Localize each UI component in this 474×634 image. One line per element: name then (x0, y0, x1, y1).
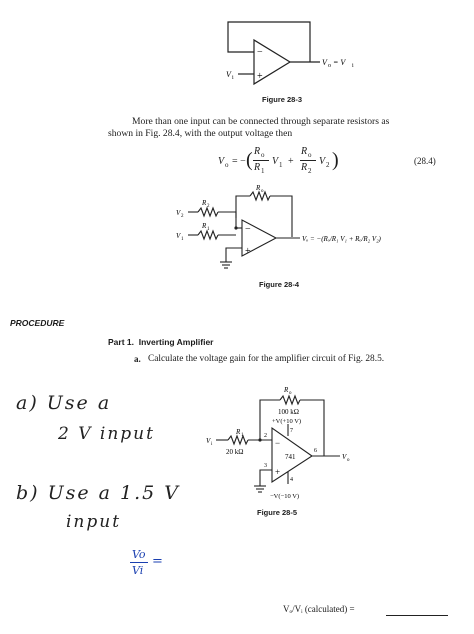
ro-value: 100 kΩ (278, 408, 299, 416)
svg-text:+: + (257, 71, 263, 82)
fig3-output-label: V (322, 58, 327, 67)
intro-paragraph-line-2: shown in Fig. 28.4, with the output voltage then (108, 128, 293, 139)
figure-28-5-caption: Figure 28-5 (257, 508, 298, 517)
intro-paragraph-line-1: More than one input can be connected through separate resistors as (132, 116, 390, 127)
svg-text:1: 1 (181, 237, 184, 242)
svg-text:7: 7 (290, 428, 293, 434)
svg-text:V: V (176, 232, 181, 240)
figure-28-4-diagram (170, 182, 400, 274)
svg-text:1: 1 (207, 227, 210, 232)
answer-label: Vₒ/Vᵢ (calculated) = (283, 604, 355, 614)
svg-text:i: i (211, 442, 213, 447)
svg-text:1: 1 (241, 433, 244, 438)
svg-text:R: R (202, 222, 207, 230)
svg-text:= V: = V (333, 58, 346, 67)
svg-text:o: o (289, 391, 292, 396)
figure-28-3-diagram (200, 14, 400, 92)
handwritten-b-line-1: b) Use a 1.5 V (16, 482, 181, 504)
svg-text:R: R (202, 199, 207, 207)
svg-text:i: i (352, 63, 354, 69)
svg-text:i: i (232, 75, 234, 81)
svg-text:6: 6 (314, 448, 317, 454)
item-a-label: a. (134, 354, 141, 364)
item-a-text: Calculate the voltage gain for the amplifier circuit of Fig. 28.5. (148, 354, 385, 364)
handwritten-a-line-1: a) Use a (16, 392, 112, 414)
handwritten-a-line-2: 2 V input (58, 424, 155, 444)
handwritten-ratio: Vo Vi = (132, 548, 163, 577)
figure-28-5-diagram (200, 386, 360, 502)
answer-blank[interactable] (386, 615, 448, 616)
handwritten-b-line-2: input (66, 512, 122, 532)
figure-28-3-caption: Figure 28-3 (262, 95, 303, 104)
svg-text:o: o (347, 458, 350, 463)
svg-text:−: − (245, 224, 251, 235)
svg-text:R: R (284, 386, 289, 394)
svg-text:3: 3 (264, 463, 267, 469)
svg-text:2: 2 (207, 204, 210, 209)
svg-text:o: o (328, 63, 331, 69)
svg-text:−: − (257, 47, 263, 58)
svg-text:V: V (342, 453, 347, 461)
fig3-input-label: V (226, 70, 231, 79)
svg-text:V: V (176, 209, 181, 217)
ic-label: 741 (285, 453, 296, 461)
svg-text:+: + (275, 467, 281, 477)
r1-value: 20 kΩ (226, 448, 244, 456)
svg-text:R: R (256, 184, 261, 192)
svg-text:o: o (261, 189, 264, 194)
fig4-output-expression: Vₒ = −(Rₒ/R₁ V₁ + Rₒ/R₂ V₂) (302, 235, 381, 243)
svg-text:+: + (245, 246, 251, 257)
vminus-label: −V(−10 V) (270, 493, 300, 500)
part-1-heading: Part 1. Inverting Amplifier (108, 337, 214, 347)
svg-text:4: 4 (290, 477, 293, 483)
svg-text:2: 2 (264, 433, 267, 439)
svg-text:R: R (236, 428, 241, 436)
figure-28-4-caption: Figure 28-4 (259, 280, 300, 289)
svg-text:2: 2 (181, 214, 184, 219)
procedure-heading: PROCEDURE (10, 318, 65, 328)
vplus-label: +V(+10 V) (272, 418, 302, 425)
svg-text:−: − (275, 438, 281, 448)
svg-text:V: V (206, 437, 211, 445)
equation-28-4: V o = − ( R o R 1 V 1 + R o R 2 V 2 ) (218, 146, 339, 175)
equation-number: (28.4) (414, 156, 436, 166)
